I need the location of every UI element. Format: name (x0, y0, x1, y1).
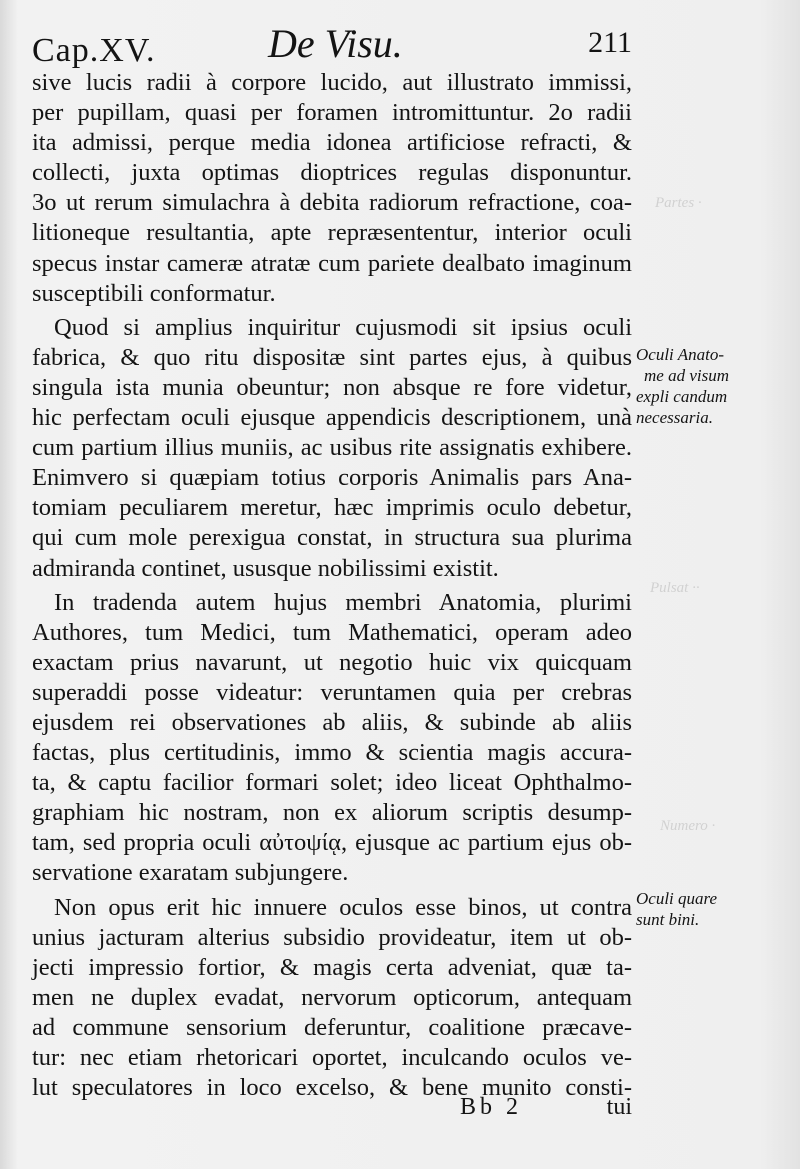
text-line: ita admissi, perque media idonea artificiose refracti, & (32, 129, 632, 157)
margin-note-line: sunt bini. (636, 910, 700, 929)
text-line: factas, plus certitudinis, immo & scientia magis accura- (32, 739, 632, 767)
text-line: per pupillam, quasi per foramen intromittuntur. 2o radii (32, 99, 632, 127)
text-line: litioneque resultantia, apte repræsententur, interior oculi (32, 219, 632, 247)
text-line: tam, sed propria oculi αὐτοψίᾳ, ejusque ac partium ejus ob- (32, 829, 632, 857)
text-line: unius jacturam alterius subsidio provideatur, item ut ob- (32, 923, 632, 951)
text-line: 3o ut rerum simulachra à debita radiorum refractione, coa- (32, 189, 632, 217)
text-line: men ne duplex evadat, nervorum opticorum, antequam (32, 983, 632, 1011)
text-line: sive lucis radii à corpore lucido, aut illustrato immissi, (32, 69, 632, 96)
text-line: exactam prius navarunt, ut negotio huic vix quicquam (32, 648, 632, 676)
text-line: ad commune sensorium deferuntur, coalitione præcave- (32, 1013, 632, 1041)
text-line: specus instar cameræ atratæ cum pariete dealbato imaginum (32, 249, 632, 277)
text-line: tur: nec etiam rhetoricari oportet, inculcando oculos ve- (32, 1044, 632, 1071)
text-line: susceptibili conformatur. (32, 279, 276, 307)
text-line: lut speculatores in loco excelso, & bene munito consti- (32, 1074, 632, 1102)
text-line: graphiam hic nostram, non ex aliorum scriptis desump- (32, 799, 632, 827)
margin-note-line: necessaria. (636, 408, 713, 427)
signature-mark: Bb 2 (460, 1094, 523, 1120)
text-line: superaddi posse videatur: veruntamen quia per crebras (32, 678, 632, 706)
text-line: Enimvero si quæpiam totius corporis Animalis pars Ana- (32, 464, 632, 492)
text-line: servatione exaratam subjungere. (32, 859, 349, 887)
body-text (32, 68, 632, 1103)
text-line: Authores, tum Medici, tum Mathematici, operam adeo (32, 618, 632, 646)
text-line: singula ista munia obeuntur; non absque re fore videtur, (32, 373, 632, 401)
show-through-bleed: Partes · (655, 195, 702, 211)
chapter-label: Cap.XV. (32, 32, 156, 69)
text-line: fabrica, & quo ritu dispositæ sint partes ejus, à quibus (32, 343, 632, 371)
text-line: hic perfectam oculi ejusque appendicis descriptionem, unà (32, 404, 632, 432)
margin-note-line: Oculi quare (636, 889, 718, 908)
catchword: tui (606, 1094, 632, 1120)
paragraph-start-line: Non opus erit hic innuere oculos esse binos, ut contra (54, 893, 632, 921)
paragraph-start-line: Quod si amplius inquiritur cujusmodi sit ipsius oculi (54, 313, 632, 341)
text-line: collecti, juxta optimas dioptrices regulas disponuntur. (32, 159, 632, 187)
margin-note-line: Oculi Anato- (636, 345, 724, 364)
running-title: De Visu. (268, 21, 403, 66)
margin-note-bini (636, 888, 786, 930)
show-through-bleed: Numero · (660, 818, 716, 834)
margin-note-line: me ad visum (644, 366, 729, 385)
text-line: jecti impressio fortior, & magis certa adveniat, quæ ta- (32, 953, 632, 981)
text-line: admiranda continet, ususque nobilissimi existit. (32, 554, 499, 582)
margin-note-line: expli candum (636, 387, 728, 406)
text-line: ejusdem rei observationes ab aliis, & subinde ab aliis (32, 708, 632, 736)
text-line: ta, & captu facilior formari solet; ideo liceat Ophthalmo- (32, 769, 632, 797)
show-through-bleed: Pulsat ·· (650, 580, 700, 596)
page-number: 211 (588, 26, 632, 59)
text-line: tomiam peculiarem meretur, hæc imprimis oculo debetur, (32, 494, 632, 522)
paragraph-start-line: In tradenda autem hujus membri Anatomia, plurimi (54, 588, 632, 616)
text-line: cum partium illius muniis, ac usibus rite assignatis exhibere. (32, 434, 632, 462)
text-line: qui cum mole perexigua constat, in structura sua plurima (32, 524, 632, 552)
margin-note-anatome (636, 344, 786, 428)
